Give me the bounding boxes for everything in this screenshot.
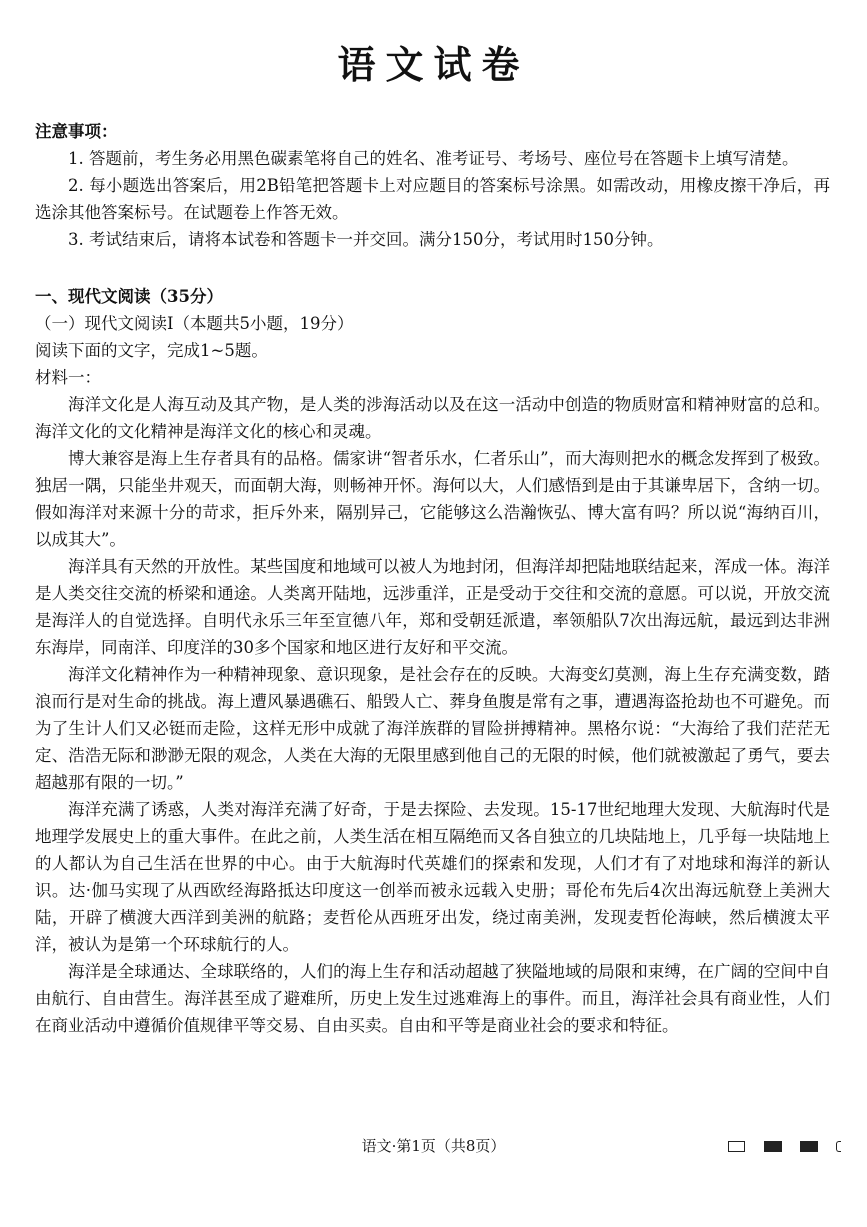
material-paragraph: 海洋具有天然的开放性。某些国度和地域可以被人为地封闭，但海洋却把陆地联结起来，浑成一体。海洋是人类交往交流的桥梁和通途。人类离开陆地，远涉重洋，正是受动于交往和交流的意愿。可以说，开放交流是海洋人的自觉选择。自明代永乐三年至宣德八年，郑和受朝廷派遣，率领船队7次出海远航，最远到达非洲东海岸，同南洋、印度洋的30多个国家和地区进行友好和平交流。 bbox=[35, 557, 830, 657]
solid-square-mark bbox=[764, 1141, 782, 1152]
notice-item: 1. 答题前，考生务必用黑色碳素笔将自己的姓名、准考证号、考场号、座位号在答题卡上填写清楚。 bbox=[68, 149, 799, 168]
notice-item: 3. 考试结束后，请将本试卷和答题卡一并交回。满分150分，考试用时150分钟。 bbox=[68, 230, 664, 249]
scan-marks bbox=[728, 1141, 858, 1157]
section-heading: 一、现代文阅读（35分） bbox=[35, 287, 223, 306]
solid-square-mark bbox=[800, 1141, 818, 1152]
notice-block bbox=[35, 118, 830, 253]
section-instruction: 阅读下面的文字，完成1~5题。 bbox=[35, 341, 268, 360]
exam-content bbox=[35, 118, 830, 1039]
bracket-mark bbox=[836, 1141, 841, 1152]
page-title: 语文试卷 bbox=[337, 42, 530, 87]
material-paragraph: 海洋文化是人海互动及其产物，是人类的涉海活动以及在这一活动中创造的物质财富和精神财富的总和。海洋文化的文化精神是海洋文化的核心和灵魂。 bbox=[35, 395, 830, 441]
material-paragraph: 海洋是全球通达、全球联络的，人们的海上生存和活动超越了狭隘地域的局限和束缚，在广阔的空间中自由航行、自由营生。海洋甚至成了避难所，历史上发生过逃难海上的事件。而且，海洋社会具有商业性，人们在商业活动中遵循价值规律平等交易、自由买卖。自由和平等是商业社会的要求和特征。 bbox=[35, 962, 830, 1035]
material-label: 材料一： bbox=[35, 368, 101, 387]
material-paragraph: 博大兼容是海上生存者具有的品格。儒家讲“智者乐水，仁者乐山”，而大海则把水的概念发挥到了极致。独居一隅，只能坐井观天，而面朝大海，则畅神开怀。海何以大，人们感悟到是由于其谦卑居下，含纳一切。假如海洋对来源十分的苛求，拒斥外来，隔别异己，它能够这么浩瀚恢弘、博大富有吗？所以说“海纳百川，以成其大”。 bbox=[35, 449, 830, 549]
hollow-square-mark bbox=[728, 1141, 745, 1152]
notice-item: 2. 每小题选出答案后，用2B铅笔把答题卡上对应题目的答案标号涂黑。如需改动，用橡皮擦干净后，再选涂其他答案标号。在试题卷上作答无效。 bbox=[35, 176, 830, 222]
reading-section bbox=[35, 283, 830, 1039]
section-subheading: （一）现代文阅读Ⅰ（本题共5小题，19分） bbox=[35, 314, 354, 333]
page-footer: 语文·第1页（共8页） bbox=[361, 1137, 506, 1155]
material-paragraph: 海洋文化精神作为一种精神现象、意识现象，是社会存在的反映。大海变幻莫测，海上生存充满变数，踏浪而行是对生命的挑战。海上遭风暴遇礁石、船毁人亡、葬身鱼腹是常有之事，遭遇海盗抢劫也不可避免。而为了生计人们又必铤而走险，这样无形中成就了海洋族群的冒险拼搏精神。黑格尔说：“大海给了我们茫茫无定、浩浩无际和渺渺无限的观念，人类在大海的无限里感到他自己的无限的时候，他们就被激起了勇气，要去超越那有限的一切。” bbox=[35, 665, 830, 792]
material-paragraph: 海洋充满了诱惑，人类对海洋充满了好奇，于是去探险、去发现。15-17世纪地理大发现、大航海时代是地理学发展史上的重大事件。在此之前，人类生活在相互隔绝而又各自独立的几块陆地上，几乎每一块陆地上的人都认为自己生活在世界的中心。由于大航海时代英雄们的探索和发现，人们才有了对地球和海洋的新认识。达·伽马实现了从西欧经海路抵达印度这一创举而被永远载入史册；哥伦布先后4次出海远航登上美洲大陆，开辟了横渡大西洋到美洲的航路；麦哲伦从西班牙出发，绕过南美洲，发现麦哲伦海峡，然后横渡太平洋，被认为是第一个环球航行的人。 bbox=[35, 800, 830, 954]
notice-heading: 注意事项： bbox=[35, 122, 118, 141]
